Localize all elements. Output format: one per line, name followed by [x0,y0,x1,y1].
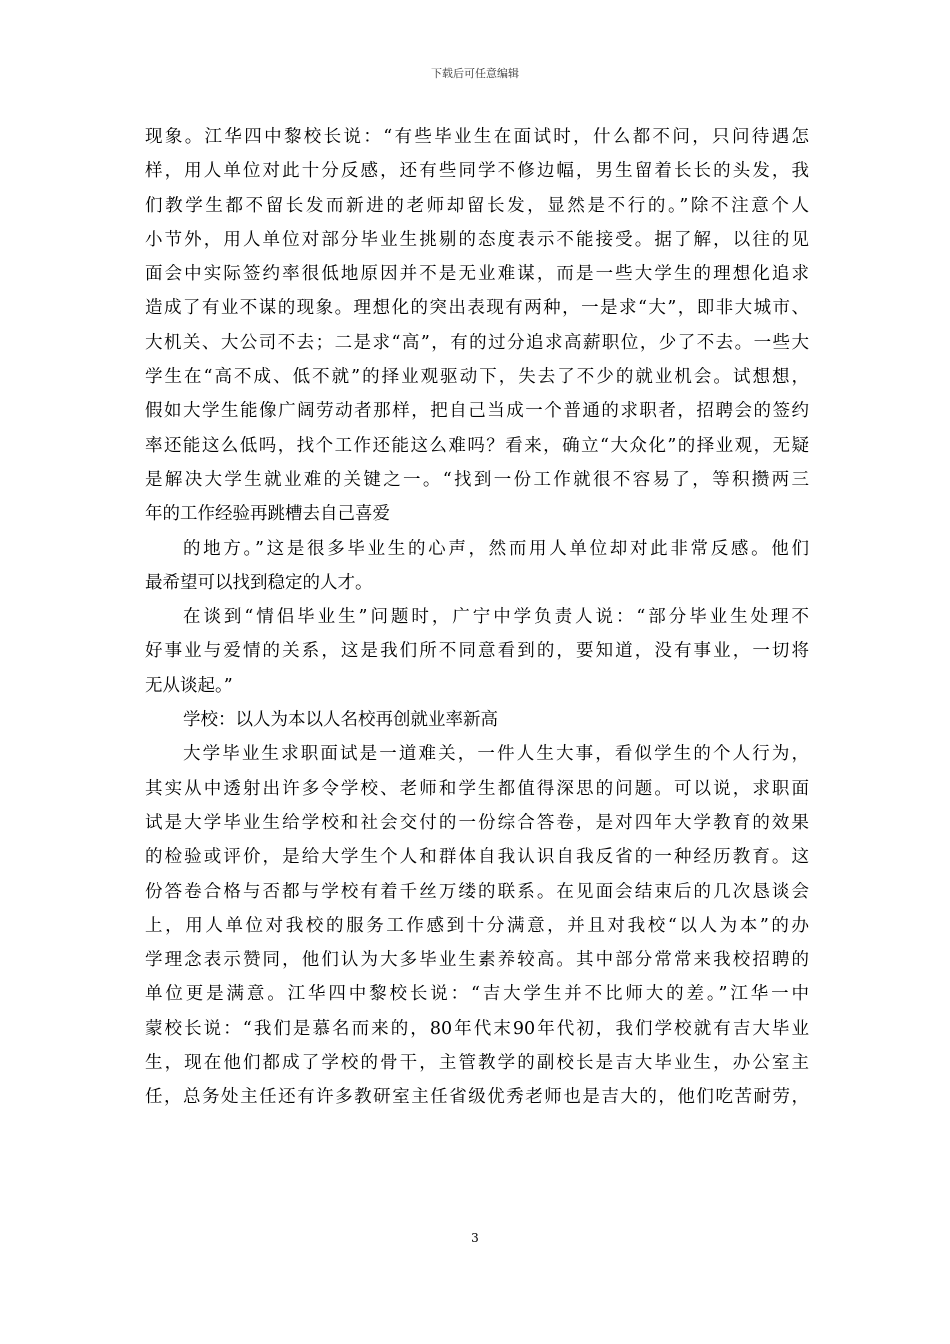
text-line: 面会中实际签约率很低地原因并不是无业难谋，而是一些大学生的理想化追求 [145,264,809,285]
text-line: 造成了有业不谋的现象。理想化的突出表现有两种，一是求“大”，即非大城市、 [145,298,809,319]
text-line: 大学毕业生求职面试是一道难关，一件人生大事，看似学生的个人行为， [183,744,809,765]
text-line: 小节外，用人单位对部分毕业生挑剔的态度表示不能接受。据了解，以往的见 [145,229,809,250]
text-line: 学理念表示赞同，他们认为大多毕业生素养较高。其中部分常常来我校招聘的 [145,950,809,971]
text-line: 好事业与爱情的关系，这是我们所不同意看到的，要知道，没有事业，一切将 [145,641,809,662]
text-line: 其实从中透射出许多令学校、老师和学生都值得深思的问题。可以说，求职面 [145,778,809,799]
text-line: 生，现在他们都成了学校的骨干，主管教学的副校长是吉大毕业生，办公室主 [145,1053,809,1074]
text-line: 份答卷合格与否都与学校有着千丝万缕的联系。在见面会结束后的几次恳谈会 [145,881,809,902]
text-line: 在谈到“情侣毕业生”问题时，广宁中学负责人说：“部分毕业生处理不 [183,607,809,628]
text-line: 蒙校长说：“我们是慕名而来的，80年代末90年代初，我们学校就有吉大毕业 [145,1018,809,1039]
text-line: 们教学生都不留长发而新进的老师却留长发，显然是不行的。”除不注意个人 [145,195,809,216]
text-line: 的检验或评价，是给大学生个人和群体自我认识自我反省的一种经历教育。这 [145,847,809,868]
text-line: 率还能这么低吗，找个工作还能这么难吗？看来，确立“大众化”的择业观，无疑 [145,435,809,456]
text-line: 现象。江华四中黎校长说：“有些毕业生在面试时，什么都不问，只问待遇怎 [145,127,809,147]
text-line: 假如大学生能像广阔劳动者那样，把自己当成一个普通的求职者，招聘会的签约 [145,401,809,422]
text-line: 样，用人单位对此十分反感，还有些同学不修边幅，男生留着长长的头发，我 [145,161,809,182]
text-line: 学校：以人为本以人名校再创就业率新高 [183,710,498,731]
text-line: 最希望可以找到稳定的人才。 [145,572,373,593]
text-line: 是解决大学生就业难的关键之一。“找到一份工作就很不容易了，等积攒两三 [145,469,809,490]
document-body [145,120,809,1115]
text-line: 学生在“高不成、低不就”的择业观驱动下，失去了不少的就业机会。试想想， [145,367,809,388]
text-line: 单位更是满意。江华四中黎校长说：“吉大学生并不比师大的差。”江华一中 [145,984,809,1005]
text-line: 任，总务处主任还有许多教研室主任省级优秀老师也是吉大的，他们吃苦耐劳， [145,1087,809,1108]
text-line: 的地方。”这是很多毕业生的心声，然而用人单位却对此非常反感。他们 [183,538,809,559]
text-line: 上，用人单位对我校的服务工作感到十分满意，并且对我校“以人为本”的办 [145,915,809,936]
text-line: 试是大学毕业生给学校和社会交付的一份综合答卷，是对四年大学教育的效果 [145,812,809,833]
page-header: 下载后可任意编辑 [431,67,519,80]
page-number: 3 [471,1231,479,1245]
text-line: 无从谈起。” [145,675,233,696]
text-line: 年的工作经验再跳槽去自己喜爱 [145,504,390,525]
text-line: 大机关、大公司不去；二是求“高”，有的过分追求高薪职位，少了不去。一些大 [145,332,809,353]
